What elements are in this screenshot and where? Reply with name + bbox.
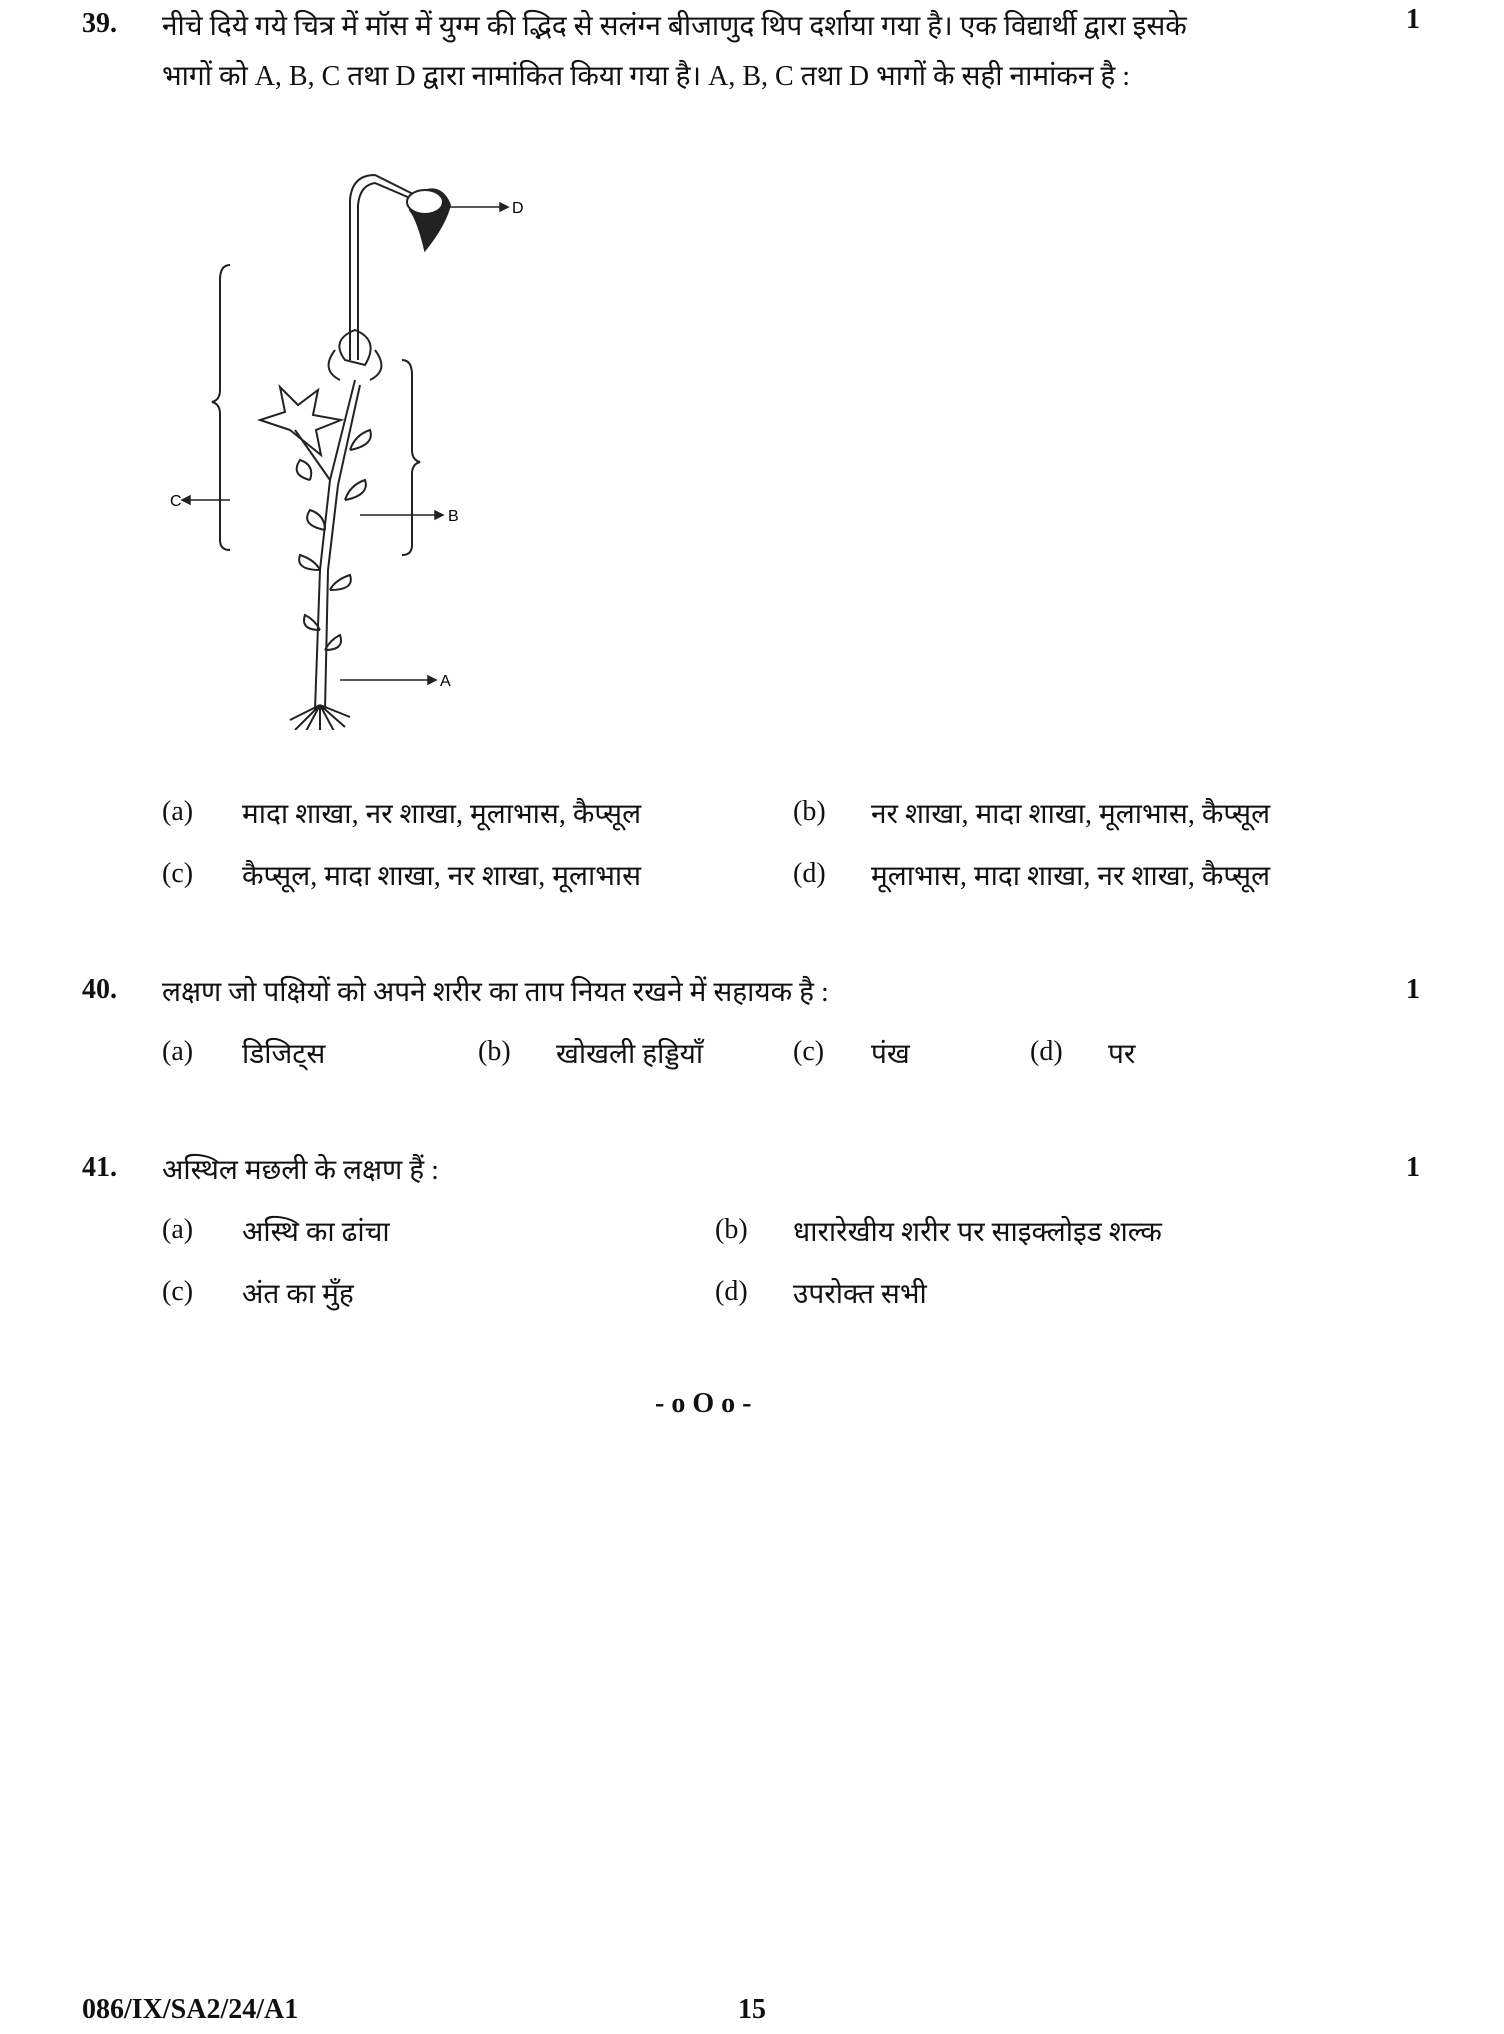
end-marker: - o O o - [655, 1388, 752, 1419]
question-41-text: अस्थिल मछली के लक्षण हैं : [162, 1155, 439, 1186]
q41-option-b-label: (b) [715, 1214, 748, 1245]
q40-option-c-text: पंख [871, 1039, 910, 1070]
footer-page-number: 15 [738, 1994, 766, 2025]
q39-option-a-text: मादा शाखा, नर शाखा, मूलाभास, कैप्सूल [242, 799, 642, 830]
q39-option-d-text: मूलाभास, मादा शाखा, नर शाखा, कैप्सूल [871, 861, 1271, 892]
q39-option-b-label: (b) [793, 796, 826, 827]
question-40-number: 40. [82, 974, 117, 1005]
question-40-marks: 1 [1406, 974, 1420, 1005]
q39-option-b-text: नर शाखा, मादा शाखा, मूलाभास, कैप्सूल [871, 799, 1271, 830]
q39-option-d-label: (d) [793, 858, 826, 889]
q39-option-a-label: (a) [162, 796, 194, 827]
question-41-marks: 1 [1406, 1152, 1420, 1183]
q40-option-a-label: (a) [162, 1036, 194, 1067]
question-39-marks: 1 [1406, 4, 1420, 35]
q41-option-c-label: (c) [162, 1276, 194, 1307]
label-a: A [440, 673, 451, 690]
label-d: D [512, 200, 524, 217]
q40-option-a-text: डिजिट्स [242, 1039, 326, 1070]
question-39-text-line2: भागों को A, B, C तथा D द्वारा नामांकित किया गया है। A, B, C तथा D भागों के सही नामांकन है : [162, 61, 1131, 92]
q41-option-b-text: धारारेखीय शरीर पर साइक्लोइड शल्क [793, 1217, 1162, 1248]
footer-paper-code: 086/IX/SA2/24/A1 [82, 1994, 299, 2025]
question-40-text: लक्षण जो पक्षियों को अपने शरीर का ताप नियत रखने में सहायक है : [162, 977, 829, 1008]
q41-option-d-label: (d) [715, 1276, 748, 1307]
label-b: B [448, 508, 459, 525]
question-41-number: 41. [82, 1152, 117, 1183]
q41-option-a-label: (a) [162, 1214, 194, 1245]
q41-option-d-text: उपरोक्त सभी [793, 1279, 927, 1310]
question-39-text-line1: नीचे दिये गये चित्र में मॉस में युग्म की द्भिद से सलंग्न बीजाणुद थिप दर्शाया गया है। एक विद्यार्थी द्वारा इसके [162, 11, 1187, 42]
q41-option-a-text: अस्थि का ढांचा [242, 1217, 390, 1248]
q40-option-d-label: (d) [1030, 1036, 1063, 1067]
q40-option-b-label: (b) [478, 1036, 511, 1067]
q40-option-b-text: खोखली हड्डियाँ [556, 1039, 704, 1070]
question-39-number: 39. [82, 8, 117, 39]
q39-option-c-text: कैप्सूल, मादा शाखा, नर शाखा, मूलाभास [242, 861, 642, 892]
moss-sporophyte-diagram [160, 150, 560, 730]
label-c: C [170, 493, 182, 510]
q41-option-c-text: अंत का मुँह [242, 1279, 354, 1310]
q39-option-c-label: (c) [162, 858, 194, 889]
q40-option-c-label: (c) [793, 1036, 825, 1067]
q40-option-d-text: पर [1108, 1039, 1136, 1070]
